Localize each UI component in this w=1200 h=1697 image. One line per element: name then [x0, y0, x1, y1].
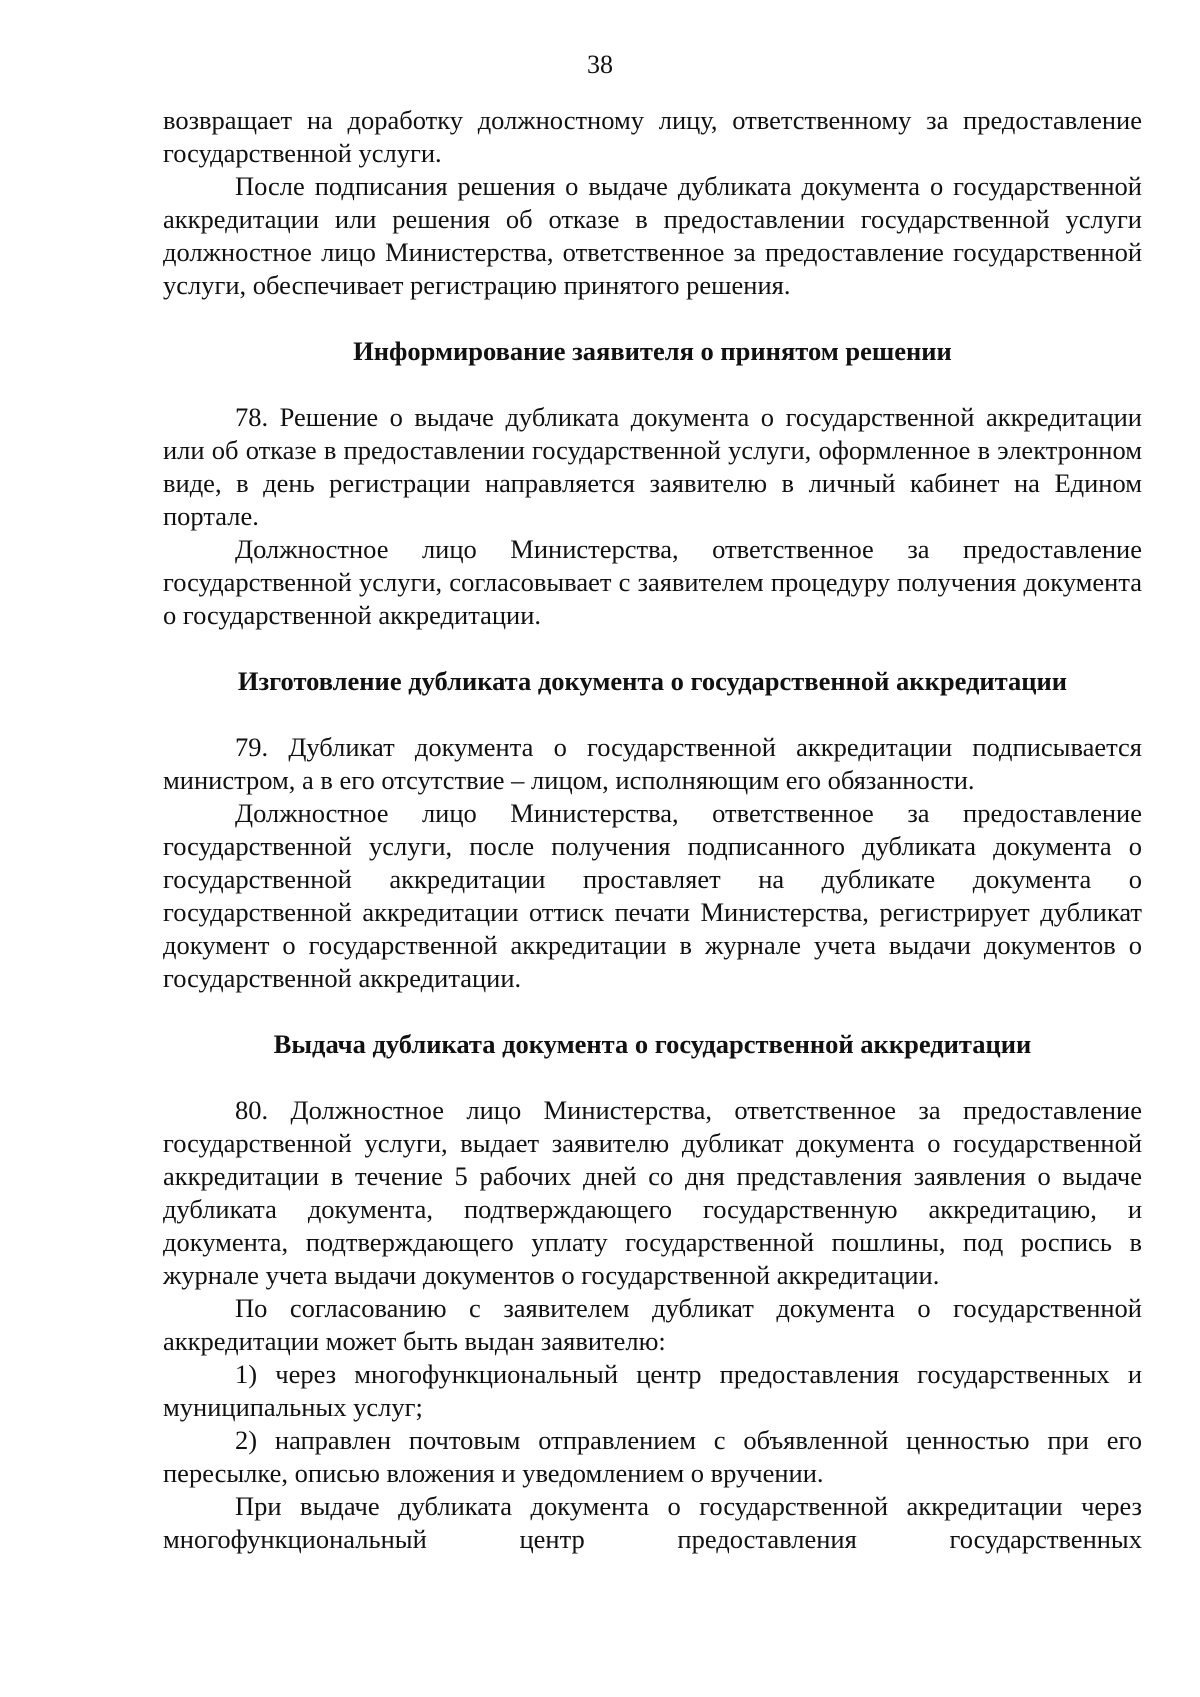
list-item-1: 1) через многофункциональный центр предоставления государственных и муниципальных услуг; [163, 1359, 1142, 1422]
paragraph-continuation: возвращает на доработку должностному лицу, ответственному за предоставление государственной услуги. [163, 105, 1142, 168]
list-item-2: 2) направлен почтовым отправлением с объявленной ценностью при его пересылке, описью вложения и уведомлением о вручении. [163, 1425, 1142, 1488]
paragraph-79-registration: Должностное лицо Министерства, ответственное за предоставление государственной услуги, после получения подписанного дубликата документа о государственной аккредитации проставляет на дубликате документа о государственной аккредитации оттиск печати Министерства, регистрирует дубликат документ о государственной аккредитации в журнале учета выдачи документов о государственной аккредитации. [163, 798, 1142, 993]
heading-duplicate-issuance: Выдача дубликата документа о государственной аккредитации [273, 1029, 1032, 1059]
paragraph-78-agreement: Должностное лицо Министерства, ответственное за предоставление государственной услуги, согласовывает с заявителем процедуру получения документа о государственной аккредитации. [163, 534, 1142, 630]
paragraph-78: 78. Решение о выдаче дубликата документа о государственной аккредитации или об отказе в предоставлении государственной услуги, оформленное в электронном виде, в день регистрации направляется заявителю в личный кабинет на Едином портале. [163, 402, 1142, 531]
document-body [163, 104, 1142, 1556]
heading-informing-applicant: Информирование заявителя о принятом решении [353, 336, 952, 366]
heading-duplicate-production: Изготовление дубликата документа о государственной аккредитации [237, 666, 1068, 696]
paragraph-signing: После подписания решения о выдаче дубликата документа о государственной аккредитации или решения об отказе в предоставлении государственной услуги должностное лицо Министерства, ответственное за предоставление государственной услуги, обеспечивает регистрацию принятого решения. [163, 171, 1142, 300]
paragraph-79: 79. Дубликат документа о государственной аккредитации подписывается министром, а в его отсутствие – лицом, исполняющим его обязанности. [163, 732, 1142, 795]
paragraph-mfc-issuance: При выдаче дубликата документа о государственной аккредитации через многофункциональный центр предоставления государственных [163, 1491, 1142, 1554]
paragraph-80-agreement: По согласованию с заявителем дубликат документа о государственной аккредитации может быть выдан заявителю: [163, 1293, 1142, 1356]
paragraph-80: 80. Должностное лицо Министерства, ответственное за предоставление государственной услуги, выдает заявителю дубликат документа о государственной аккредитации в течение 5 рабочих дней со дня представления заявления о выдаче дубликата документа, подтверждающего государственную аккредитацию, и документа, подтверждающего уплату государственной пошлины, под роспись в журнале учета выдачи документов о государственной аккредитации. [163, 1095, 1142, 1290]
page-number: 38 [587, 50, 613, 79]
